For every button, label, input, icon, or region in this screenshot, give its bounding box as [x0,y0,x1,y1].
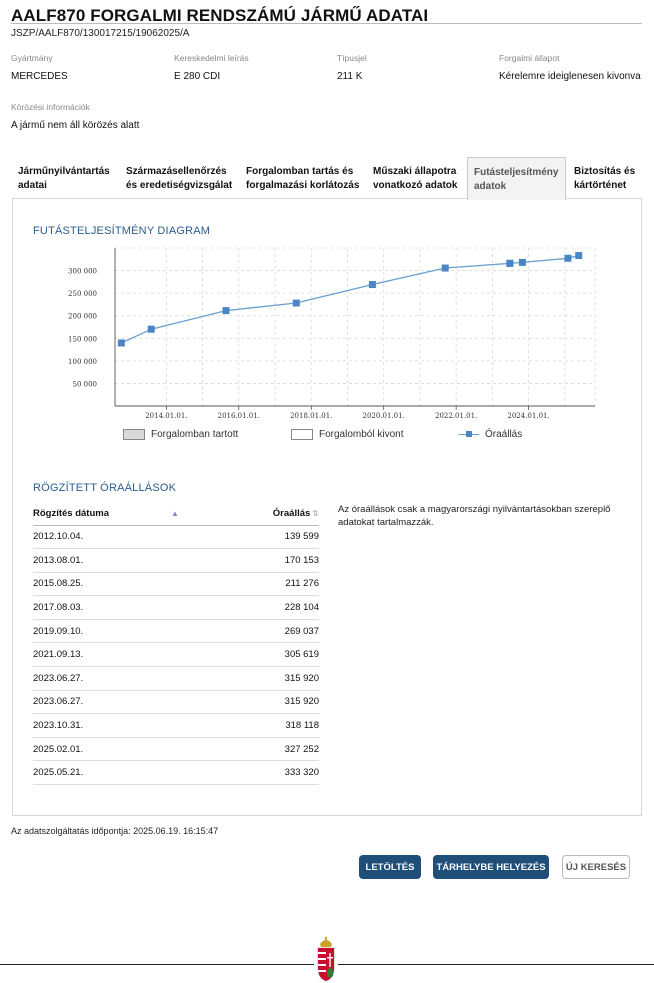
type-label: Típusjel [337,53,367,63]
store-button[interactable]: TÁRHELYBE HELYEZÉS [433,855,549,879]
status-label: Forgalmi állapot [499,53,560,63]
x-tick-label: 2024.01.01. [507,412,550,420]
reading-date: 2023.10.31. [33,714,250,738]
data-point [222,307,229,314]
x-tick-label: 2022.01.01. [435,412,478,420]
table-row [33,549,319,573]
x-tick-label: 2020.01.01. [362,412,405,420]
table-row [33,596,319,620]
tab-mileage-line2: adatok [474,181,507,192]
new-search-button[interactable]: ÚJ KERESÉS [562,855,630,879]
table-row [33,643,319,667]
reading-date: 2012.10.04. [33,525,250,549]
tab-mileage-line1: Futásteljesítmény [474,167,559,178]
data-point [506,260,513,267]
mileage-chart [33,239,613,429]
table-row [33,619,319,643]
tab-circulation-line2: forgalmazási korlátozás [246,180,360,191]
mileage-panel [12,198,642,816]
reading-value: 315 920 [250,667,319,691]
wanted-value: A jármű nem áll körözés alatt [11,120,140,131]
tab-technical[interactable] [367,157,467,199]
tab-insurance-line1: Biztosítás és [574,166,636,177]
data-point [564,255,571,262]
tab-origin-line1: Származásellenőrzés [126,166,227,177]
x-tick-label: 2018.01.01. [290,412,333,420]
data-point [118,339,125,346]
data-timestamp: Az adatszolgáltatás időpontja: 2025.06.19. 16:15:47 [11,826,219,836]
tab-origin-line2: és eredetiségvizsgálat [126,180,233,191]
x-tick-label: 2016.01.01. [217,412,260,420]
type-field [337,53,367,82]
tab-registry[interactable] [12,157,120,199]
reading-date: 2025.02.01. [33,737,250,761]
legend-item-withdrawn [291,429,403,440]
reading-value: 269 037 [250,619,319,643]
reading-value: 327 252 [250,737,319,761]
legend-label-oraallas: Óraállás [485,429,523,440]
reading-date: 2023.06.27. [33,690,250,714]
x-tick-label: 2014.01.01. [145,412,188,420]
tab-technical-line1: Műszaki állapotra [373,166,457,177]
trade-name-value: E 280 CDI [174,71,221,82]
legend-swatch-oraallas [459,434,479,435]
legend-label-withdrawn: Forgalomból kivont [319,429,404,440]
reading-value: 333 320 [250,761,319,785]
table-row [33,737,319,761]
manufacturer-label: Gyártmány [11,53,53,63]
data-point [575,252,582,259]
document-id: JSZP/AALF870/130017215/19062025/A [11,28,190,39]
wanted-field [11,102,139,131]
tab-technical-line2: vonatkozó adatok [373,180,458,191]
table-row [33,667,319,691]
trade-name-label: Kereskedelmi leírás [174,53,249,63]
data-point [369,281,376,288]
reading-date: 2017.08.03. [33,596,250,620]
reading-date: 2023.06.27. [33,667,250,691]
coat-of-arms-logo [314,936,338,982]
readings-header-row [33,502,319,525]
table-row [33,761,319,785]
page-title: AALF870 FORGALMI RENDSZÁMÚ JÁRMŰ ADATAI [11,6,429,25]
table-row [33,525,319,549]
y-tick-label: 150 000 [68,335,97,344]
sort-icon: ⇅ [312,508,319,518]
manufacturer-field [11,53,68,82]
legend-item-oraallas [459,429,522,440]
y-tick-label: 300 000 [68,267,97,276]
data-point [148,326,155,333]
readings-section-title: RÖGZÍTETT ÓRAÁLLÁSOK [33,482,177,494]
reading-date: 2025.05.21. [33,761,250,785]
reading-value: 211 276 [250,572,319,596]
column-header-date[interactable] [33,502,250,525]
reading-value: 139 599 [250,525,319,549]
series-line-oraallas [121,256,578,344]
column-header-date-label: Rögzítés dátuma [33,507,110,519]
chart-section-title: FUTÁSTELJESÍTMÉNY DIAGRAM [33,225,211,237]
readings-note: Az óraállások csak a magyarországi nyilvántartásokban szereplő adatokat tartalmazzák. [338,504,611,528]
legend-swatch-in-circulation [123,429,145,440]
reading-value: 170 153 [250,549,319,573]
tab-bar [12,157,642,199]
reading-value: 305 619 [250,643,319,667]
y-tick-label: 100 000 [68,357,97,366]
reading-value: 318 118 [250,714,319,738]
reading-date: 2021.09.13. [33,643,250,667]
tab-registry-line1: Járműnyilvántartás [18,166,110,177]
table-row [33,690,319,714]
legend-item-in-circulation [123,429,238,440]
tab-circulation-line1: Forgalomban tartás és [246,166,354,177]
y-tick-label: 200 000 [68,312,97,321]
status-field [499,53,641,82]
reading-value: 228 104 [250,596,319,620]
trade-name-field [174,53,249,82]
table-row [33,714,319,738]
reading-value: 315 920 [250,690,319,714]
reading-date: 2019.09.10. [33,619,250,643]
column-header-value-label: Óraállás [272,507,311,519]
tab-mileage[interactable] [467,157,566,200]
download-button[interactable]: LETÖLTÉS [359,855,421,879]
data-point [442,265,449,272]
data-point [519,259,526,266]
y-tick-label: 50 000 [72,380,97,389]
tab-origin[interactable] [120,157,240,199]
data-point [293,300,300,307]
table-row [33,572,319,596]
readings-table [33,502,319,785]
manufacturer-value: MERCEDES [11,71,68,82]
sort-asc-icon: ▲ [171,508,179,518]
column-header-value[interactable] [250,502,319,525]
tab-registry-line2: adatai [18,180,47,191]
wanted-label: Körözési információk [11,102,90,112]
legend-swatch-withdrawn [291,429,313,440]
reading-date: 2013.08.01. [33,549,250,573]
tab-insurance[interactable] [568,157,642,199]
title-divider [11,23,642,24]
tab-circulation[interactable] [240,157,367,199]
type-value: 211 K [337,71,363,82]
reading-date: 2015.08.25. [33,572,250,596]
tab-insurance-line2: kártörténet [574,180,627,191]
y-tick-label: 250 000 [68,290,97,299]
legend-label-in-circulation: Forgalomban tartott [151,429,239,440]
status-value: Kérelemre ideiglenesen kivonva [499,71,641,82]
